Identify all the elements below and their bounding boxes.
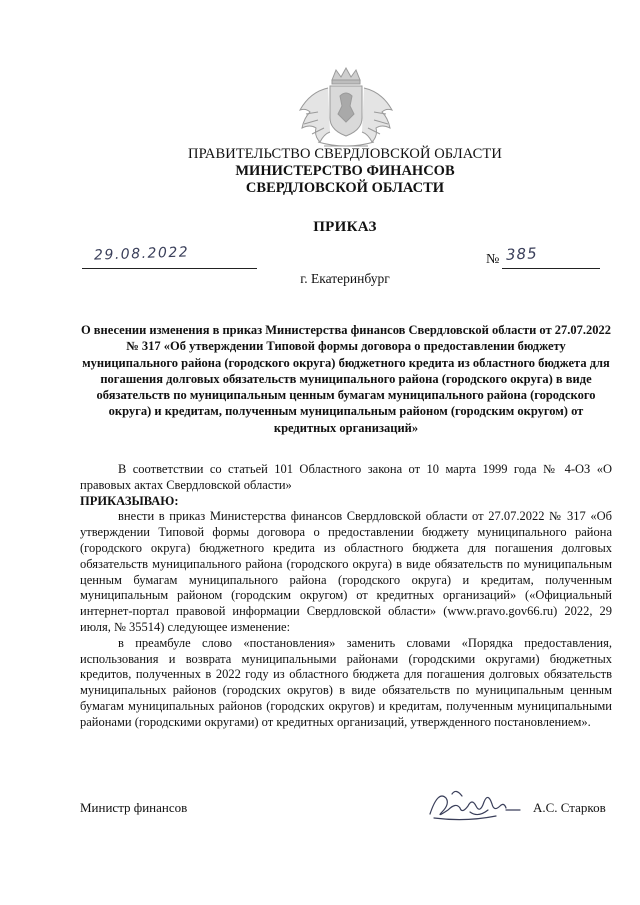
city: г. Екатеринбург (300, 271, 390, 286)
body-paragraph-2: в преамбуле слово «постановления» заменить словами «Порядка предоставления, использования и возврата муниципальными районами (городскими округами) бюджетных кредитов, полученных в 2022 году из областного бюджета для погашения долговых обязательств муниципальных районов (городских округов) в виде обязательств по муниципальным ценным бумагам муниципальных районов (городских округов) и кредитам, полученным муниципальными районами (городскими округами) от кредитных организаций, утвержденного постановлением». (80, 635, 612, 729)
order-word: ПРИКАЗЫВАЮ: (80, 493, 179, 508)
handwritten-number: 385 (505, 244, 539, 264)
number-field (486, 244, 602, 268)
ministry-name-line1: МИНИСТЕРСТВО ФИНАНСОВ (235, 163, 455, 179)
document-subject: О внесении изменения в приказ Министерства финансов Свердловской области от 27.07.2022 № 317 «Об утверждении Типовой формы договора о предоставлении бюджету муниципального района (городского округа) бюджетного кредита из областного бюджета для погашения долговых обязательств муниципального района (городского округа) в виде обязательств по муниципальным ценным бумагам муниципального района (городского округа) и кредитам, полученным муниципальным районом (городским округом) от кредитных организаций» (80, 323, 612, 435)
document-body (80, 462, 612, 731)
issuer-header (0, 146, 640, 197)
handwritten-date: 29.08.2022 (93, 244, 190, 264)
coat-of-arms-icon (288, 66, 404, 150)
number-sign: № (486, 252, 500, 267)
ministry-name-line2: СВЕРДЛОВСКОЙ ОБЛАСТИ (245, 180, 445, 196)
signatory-title: Министр финансов (80, 800, 188, 815)
document-type: ПРИКАЗ (313, 219, 377, 235)
government-name: ПРАВИТЕЛЬСТВО СВЕРДЛОВСКОЙ ОБЛАСТИ (188, 146, 502, 162)
signatory-name: А.С. Старков (533, 800, 606, 815)
legal-basis: В соответствии со статьей 101 Областного закона от 10 марта 1999 года № 4-ОЗ «О правовых актах Свердловской области» (80, 462, 612, 492)
date-field (82, 244, 257, 269)
handwritten-signature-icon (426, 784, 522, 824)
body-paragraph-1: внести в приказ Министерства финансов Свердловской области от 27.07.2022 № 317 «Об утверждении Типовой формы договора о предоставлении бюджету муниципального района (городского округа) бюджетного кредита из областного бюджета для погашения долговых обязательств муниципального района (городского округа) в виде обязательств по муниципальным ценным бумагам муниципального района (городского округа) и кредитам, полученным муниципальным районом (городским округом) от кредитных организаций» («Официальный интернет-портал правовой информации Свердловской области» (www.pravo.gov66.ru) 2022, 29 июля, № 35514) следующее изменение: (80, 509, 612, 634)
